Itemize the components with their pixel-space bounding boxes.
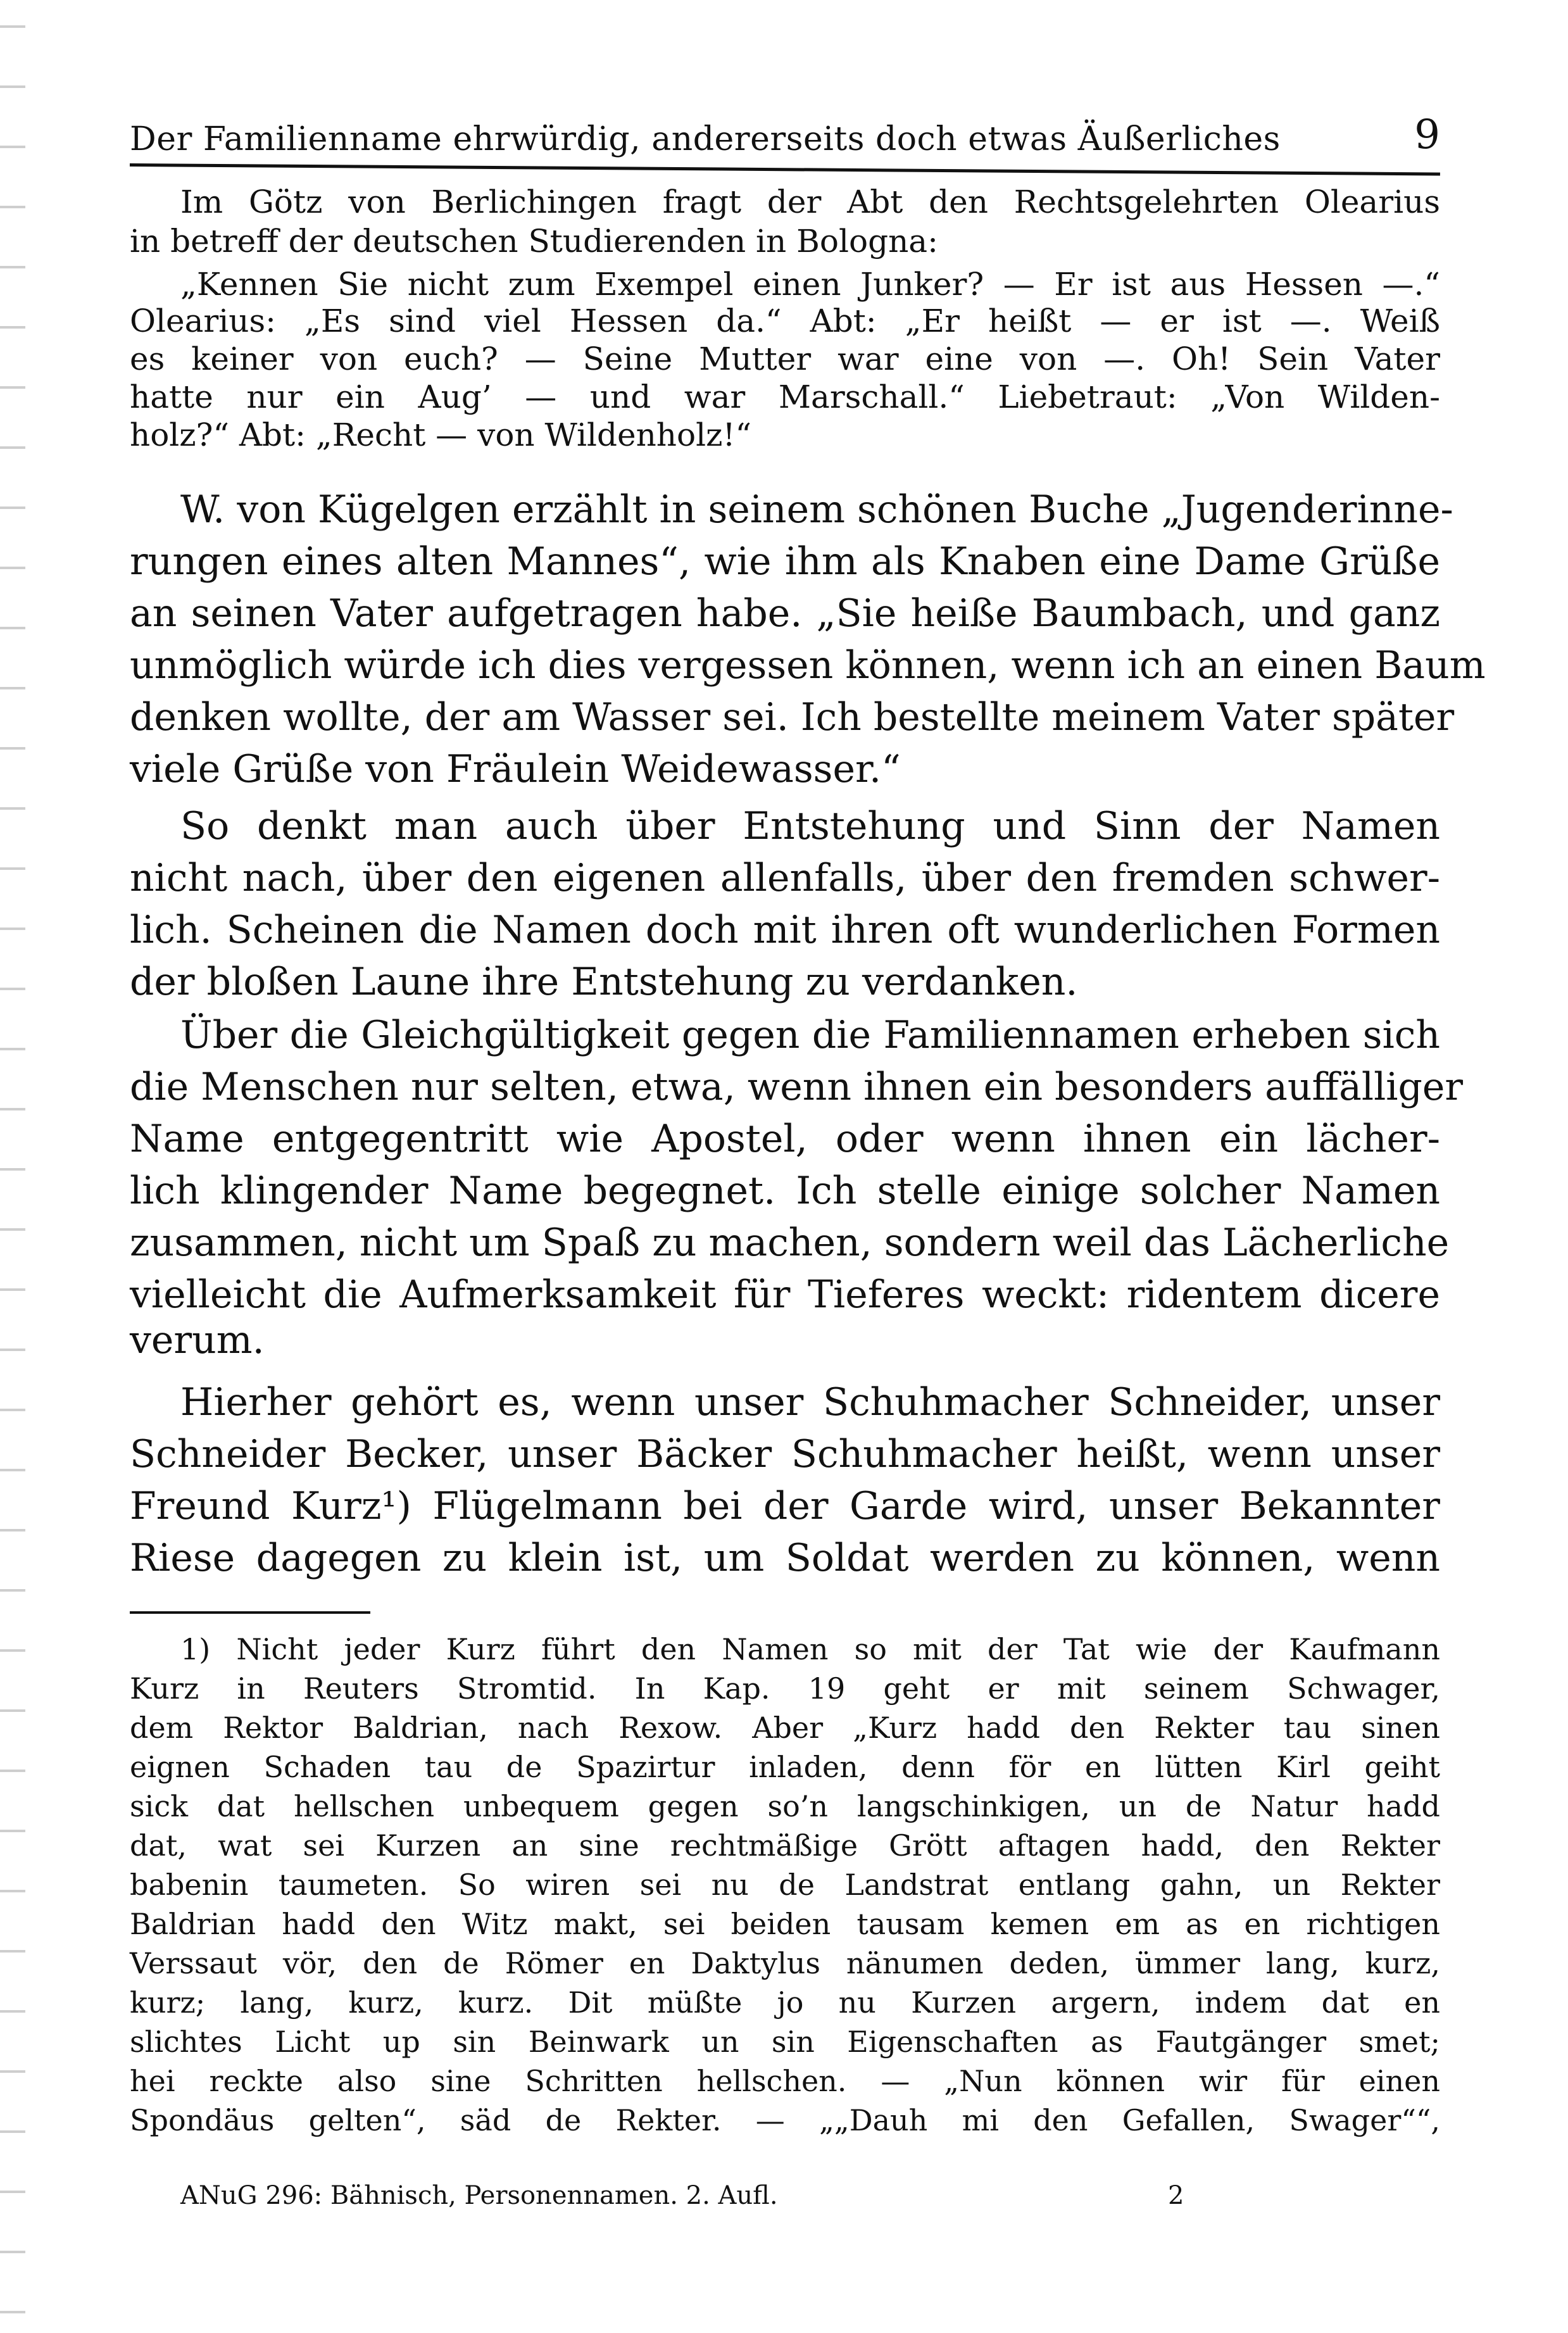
body-line: rungen eines alten Mannes“, wie ihm als Knaben eine Dame Grüße xyxy=(130,539,1440,584)
footnote-line: eignen Schaden tau de Spazirtur inladen, denn för en lütten Kirl geiht xyxy=(130,1750,1440,1784)
sheet-number: 2 xyxy=(1168,2181,1184,2210)
quote-line: Olearius: „Es sind viel Hessen da.“ Abt: „Er heißt — er ist —. Weiß xyxy=(130,303,1440,339)
body-line: Freund Kurz¹) Flügelmann bei der Garde wird, unser Bekannter xyxy=(130,1484,1440,1528)
quote-line: Im Götz von Berlichingen fragt der Abt den Rechtsgelehrten Olearius xyxy=(180,184,1440,220)
body-line: vielleicht die Aufmerksamkeit für Tieferes weckt: ridentem dicere xyxy=(130,1273,1440,1317)
footnote-line: kurz; lang, kurz, kurz. Dit müßte jo nu Kurzen argern, indem dat en xyxy=(130,1985,1440,2020)
body-line: Riese dagegen zu klein ist, um Soldat werden zu können, wenn xyxy=(130,1536,1440,1580)
body-line: die Menschen nur selten, etwa, wenn ihnen ein besonders auffälliger xyxy=(130,1065,1464,1109)
body-line: denken wollte, der am Wasser sei. Ich bestellte meinem Vater später xyxy=(130,695,1455,739)
body-line: verum. xyxy=(130,1318,265,1362)
body-line: viele Grüße von Fräulein Weidewasser.“ xyxy=(130,747,901,791)
running-title: Der Familienname ehrwürdig, andererseits doch etwas Äußerliches xyxy=(130,120,1281,158)
page-number: 9 xyxy=(1414,111,1440,158)
body-line: nicht nach, über den eigenen allenfalls, über den fremden schwer- xyxy=(130,856,1440,900)
body-line: Name entgegentritt wie Apostel, oder wenn ihnen ein lächer- xyxy=(130,1117,1440,1161)
footnote-line: Verssaut vör, den de Römer en Daktylus nänumen deden, ümmer lang, kurz, xyxy=(130,1946,1440,1980)
quote-line: hatte nur ein Aug’ — und war Marschall.“ Liebetraut: „Von Wilden- xyxy=(130,379,1440,415)
footnote-line: babenin taumeten. So wiren sei nu de Landstrat entlang gahn, un Rekter xyxy=(130,1868,1440,1902)
body-line: So denkt man auch über Entstehung und Sinn der Namen xyxy=(180,804,1440,848)
body-line: Hierher gehört es, wenn unser Schuhmacher Schneider, unser xyxy=(180,1380,1440,1424)
signature-text: ANuG 296: Bähnisch, Personennamen. 2. Aufl. xyxy=(180,2181,778,2210)
page-header xyxy=(130,108,1440,158)
quote-line: es keiner von euch? — Seine Mutter war eine von —. Oh! Sein Vater xyxy=(130,341,1440,377)
footnote-line: Spondäus gelten“, säd de Rekter. — „„Dauh mi den Gefallen, Swager““, xyxy=(130,2103,1440,2137)
quote-line: holz?“ Abt: „Recht — von Wildenholz!“ xyxy=(130,417,752,453)
body-line: der bloßen Laune ihre Entstehung zu verdanken. xyxy=(130,960,1078,1004)
footnote-line: Baldrian hadd den Witz makt, sei beiden tausam kemen em as en richtigen xyxy=(130,1907,1440,1941)
footnote-line: 1) Nicht jeder Kurz führt den Namen so mit der Tat wie der Kaufmann xyxy=(180,1632,1440,1666)
footnote-line: slichtes Licht up sin Beinwark un sin Eigenschaften as Fautgänger smet; xyxy=(130,2025,1440,2059)
quote-line: in betreff der deutschen Studierenden in Bologna: xyxy=(130,223,938,260)
body-line: Schneider Becker, unser Bäcker Schuhmacher heißt, wenn unser xyxy=(130,1432,1440,1476)
footnote-line: sick dat hellschen unbequem gegen so’n langschinkigen, un de Natur hadd xyxy=(130,1789,1440,1823)
header-rule xyxy=(130,163,1440,175)
footnote-line: Kurz in Reuters Stromtid. In Kap. 19 geht er mit seinem Schwager, xyxy=(130,1671,1440,1706)
body-line: unmöglich würde ich dies vergessen können, wenn ich an einen Baum xyxy=(130,643,1486,688)
quote-line: „Kennen Sie nicht zum Exempel einen Junker? — Er ist aus Hessen —.“ xyxy=(180,266,1440,303)
body-line: Über die Gleichgültigkeit gegen die Familiennamen erheben sich xyxy=(180,1013,1440,1057)
body-line: an seinen Vater aufgetragen habe. „Sie heiße Baumbach, und ganz xyxy=(130,591,1440,636)
footnote-rule xyxy=(130,1611,370,1614)
body-line: lich. Scheinen die Namen doch mit ihren oft wunderlichen Formen xyxy=(130,908,1440,952)
body-line: zusammen, nicht um Spaß zu machen, sondern weil das Lächerliche xyxy=(130,1221,1450,1265)
footnote-line: dat, wat sei Kurzen an sine rechtmäßige Grött aftagen hadd, den Rekter xyxy=(130,1828,1440,1863)
body-line: W. von Kügelgen erzählt in seinem schönen Buche „Jugenderinne- xyxy=(180,487,1453,532)
footnote-line: dem Rektor Baldrian, nach Rexow. Aber „Kurz hadd den Rekter tau sinen xyxy=(130,1711,1440,1745)
scan-margin-artifact xyxy=(0,0,25,2333)
printer-signature xyxy=(130,2181,1440,2210)
footnote-line: hei reckte also sine Schritten hellschen. — „Nun können wir für einen xyxy=(130,2064,1440,2098)
body-line: lich klingender Name begegnet. Ich stelle einige solcher Namen xyxy=(130,1169,1440,1213)
